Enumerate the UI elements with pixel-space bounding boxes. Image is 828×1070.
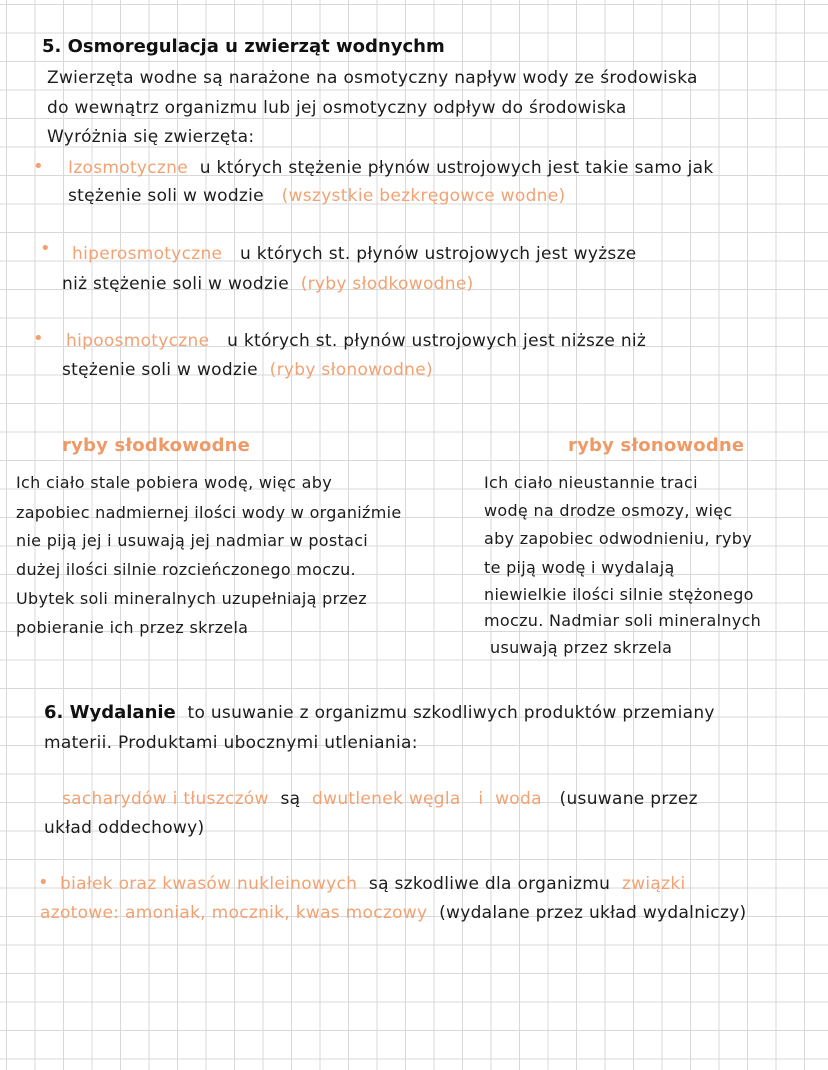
section-6-title: 6. Wydalanie [44, 702, 176, 723]
oxidation-row-1-cont: układ oddechowy) [44, 818, 205, 838]
term-isosmotic: Izosmotyczne [68, 158, 188, 178]
term-hyperosmotic: hiperosmotyczne [72, 244, 223, 264]
saltwater-line: usuwają przez skrzela [490, 638, 673, 657]
saltwater-heading: ryby słonowodne [568, 435, 745, 456]
freshwater-line: Ich ciało stale pobiera wodę, więc aby [16, 473, 332, 492]
saltwater-line: niewielkie ilości silnie stężonego [484, 585, 754, 604]
hypoosmotic-desc: u których st. płynów ustrojowych jest niższe niż [227, 331, 647, 351]
section-6-title-rest: to usuwanie z organizmu szkodliwych produktów przemiany [187, 703, 715, 723]
harmful: są szkodliwe dla organizmu [368, 874, 611, 894]
compounds: związki [621, 874, 686, 894]
saltwater-line: moczu. Nadmiar soli mineralnych [484, 611, 762, 630]
oxidation-row-2-cont [40, 903, 746, 923]
section-6-line-2: materii. Produktami ubocznymi utleniania: [44, 733, 418, 753]
removed-by: (usuwane przez [559, 789, 698, 809]
bullet-icon: • [33, 328, 44, 349]
intro-line-1: Zwierzęta wodne są narażone na osmotyczny napływ wody ze środowiska [47, 68, 698, 88]
intro-line-3: Wyróżnia się zwierzęta: [47, 127, 255, 147]
hypoosmotic-desc-2: stężenie soli w wodzie [62, 360, 258, 380]
proteins-nucleic: białek oraz kwasów nukleinowych [60, 874, 358, 894]
hypoosmotic-line-2 [62, 360, 433, 380]
water: woda [495, 789, 542, 809]
freshwater-heading: ryby słodkowodne [62, 435, 251, 456]
isosmotic-desc-2: stężenie soli w wodzie [68, 186, 264, 206]
section-5-title: 5. Osmoregulacja u zwierząt wodnychm [42, 36, 445, 57]
are-word: są [280, 789, 301, 809]
and-word: i [478, 789, 484, 809]
saltwater-line: Ich ciało nieustannie traci [484, 473, 698, 492]
bullet-icon: • [38, 872, 49, 893]
saltwater-line: wodę na drodze osmozy, więc [484, 501, 733, 520]
oxidation-row-2 [60, 874, 686, 894]
carbs-fats: sacharydów i tłuszczów [62, 789, 269, 809]
nitrogen-compounds: azotowe: amoniak, mocznik, kwas moczowy [40, 903, 428, 923]
bullet-icon: • [40, 238, 51, 259]
freshwater-line: nie piją jej i usuwają jej nadmiar w postaci [16, 531, 369, 550]
term-hypoosmotic: hipoosmotyczne [66, 331, 210, 351]
excretory-system: (wydalane przez układ wydalniczy) [439, 903, 747, 923]
hyperosmotic-desc: u których st. płynów ustrojowych jest wyższe [240, 244, 637, 264]
isosmotic-example: (wszystkie bezkręgowce wodne) [281, 186, 566, 206]
hypoosmotic-line-1 [66, 331, 646, 351]
hyperosmotic-desc-2: niż stężenie soli w wodzie [62, 274, 289, 294]
isosmotic-desc: u których stężenie płynów ustrojowych jest takie samo jak [199, 158, 714, 178]
freshwater-line: Ubytek soli mineralnych uzupełniają przez [16, 589, 368, 608]
hyperosmotic-line-2 [62, 274, 474, 294]
isosmotic-line-1 [68, 158, 714, 178]
freshwater-line: dużej ilości silnie rozcieńczonego moczu. [16, 560, 356, 579]
saltwater-line: te piją wodę i wydalają [484, 558, 675, 577]
oxidation-row-1 [62, 789, 698, 809]
isosmotic-line-2 [68, 186, 565, 206]
bullet-icon: • [33, 156, 44, 177]
hyperosmotic-line-1 [72, 244, 637, 264]
carbon-dioxide: dwutlenek węgla [312, 789, 461, 809]
freshwater-line: zapobiec nadmiernej ilości wody w organiźmie [16, 503, 402, 522]
section-6-line-1 [44, 702, 715, 723]
freshwater-line: pobieranie ich przez skrzela [16, 618, 249, 637]
hyperosmotic-example: (ryby słodkowodne) [300, 274, 474, 294]
saltwater-line: aby zapobiec odwodnieniu, ryby [484, 529, 752, 548]
hypoosmotic-example: (ryby słonowodne) [269, 360, 433, 380]
intro-line-2: do wewnątrz organizmu lub jej osmotyczny odpływ do środowiska [47, 98, 627, 118]
